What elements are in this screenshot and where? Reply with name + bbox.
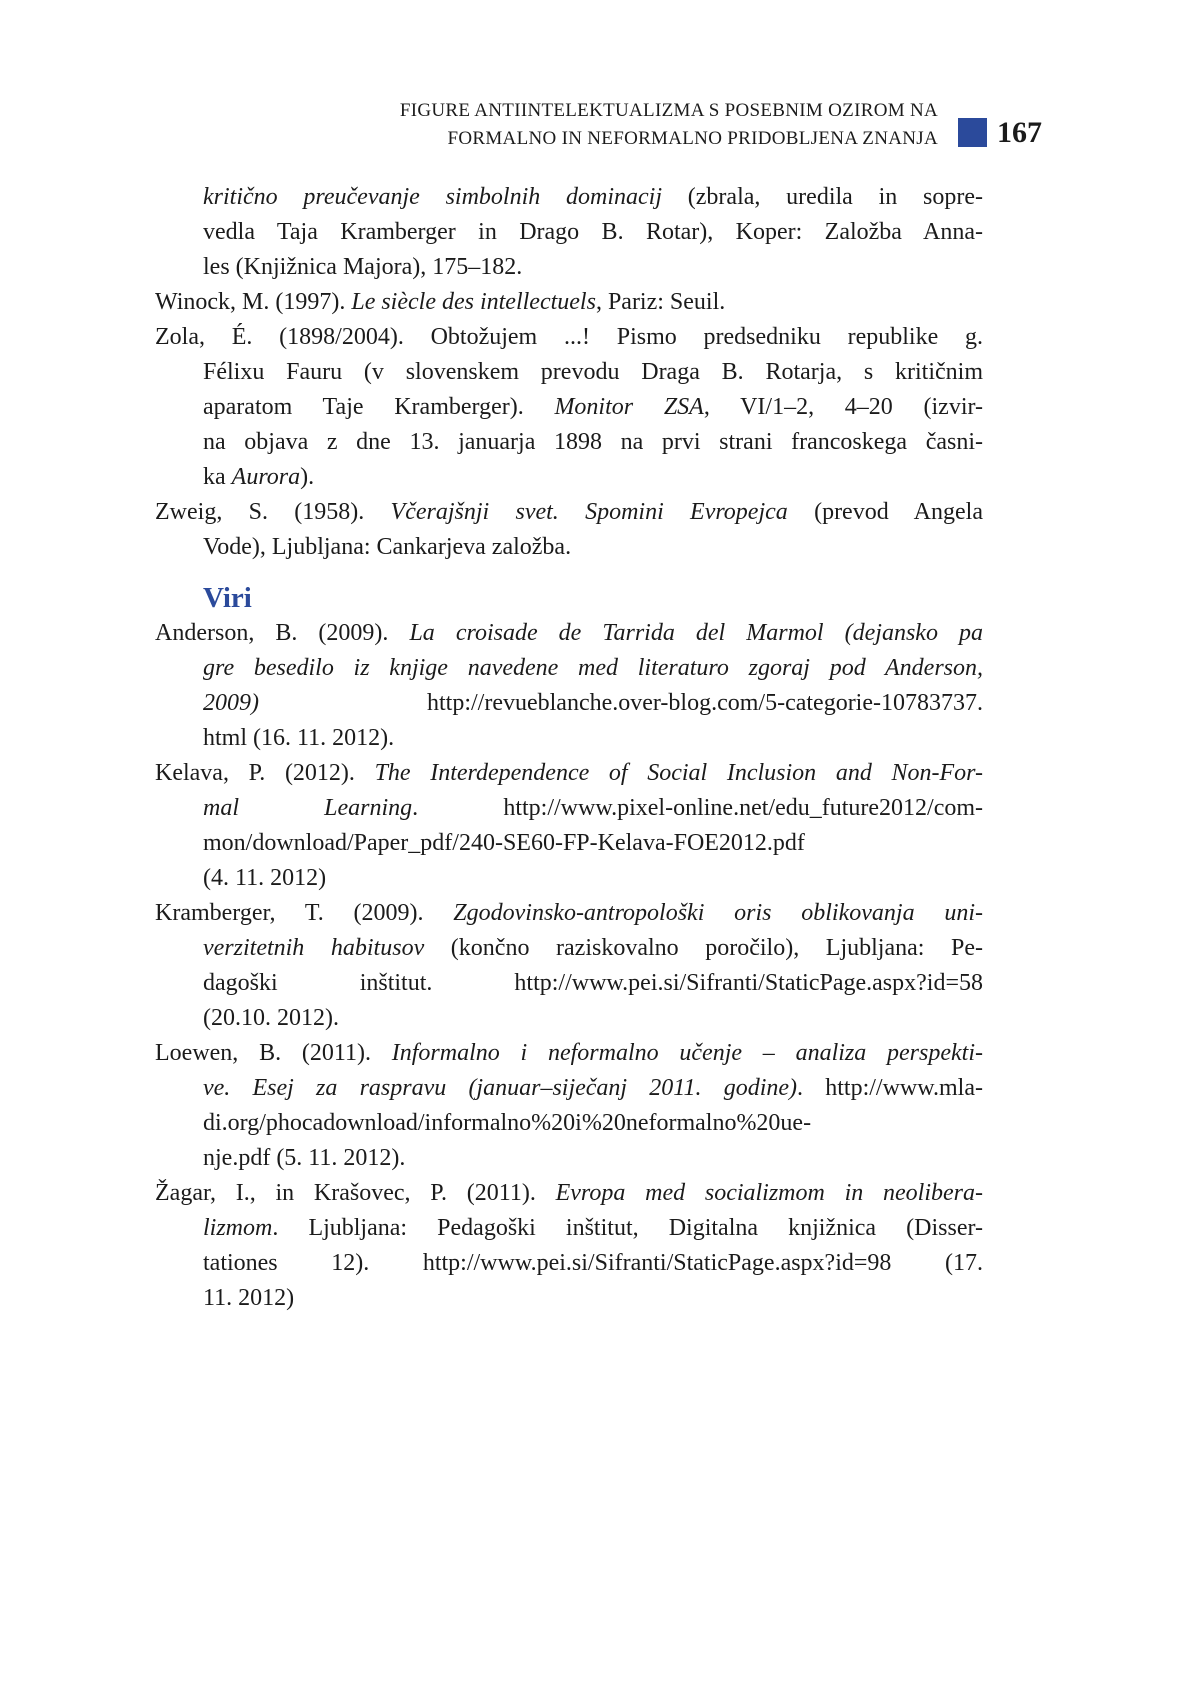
text-run: aparatom Taje Kramberger). — [203, 394, 555, 420]
text-run: Zola, É. (1898/2004). Obtožujem ...! Pismo predsedniku republike g. — [155, 324, 983, 350]
text-run: , Pariz: Seuil. — [595, 289, 726, 315]
italic-text-run: Le siècle des intellectuels — [351, 289, 596, 315]
italic-text-run: kritično preučevanje simbolnih dominacij — [203, 184, 663, 210]
reference-line — [155, 285, 983, 320]
reference-entry — [155, 180, 983, 285]
reference-line — [155, 896, 983, 931]
reference-line — [155, 686, 983, 721]
text-run: mon/download/Paper_pdf/240-SE60-FP-Kelava-FOE2012.pdf — [203, 830, 805, 856]
italic-text-run: Zgodovinsko-antropološki oris oblikovanja uni- — [453, 900, 983, 926]
reference-line — [155, 460, 983, 495]
text-run: (prevod Angela — [787, 499, 983, 525]
text-run: tationes 12). http://www.pei.si/Sifranti/StaticPage.aspx?id=98 (17. — [203, 1250, 983, 1276]
reference-line — [155, 1176, 983, 1211]
text-run: . http://www.pixel-online.net/edu_future2012/com- — [412, 795, 983, 821]
text-run: di.org/phocadownload/informalno%20i%20neformalno%20ue- — [203, 1110, 812, 1136]
reference-line — [155, 1246, 983, 1281]
reference-line — [155, 1036, 983, 1071]
reference-line — [155, 791, 983, 826]
reference-entry — [155, 1036, 983, 1176]
reference-line — [155, 530, 983, 565]
text-run: Zweig, S. (1958). — [155, 499, 391, 525]
italic-text-run: Evropa med socializmom in neolibera- — [555, 1180, 983, 1206]
reference-line — [155, 320, 983, 355]
text-run: Loewen, B. (2011). — [155, 1040, 392, 1066]
reference-line — [155, 180, 983, 215]
running-header-line2: FORMALNO IN NEFORMALNO PRIDOBLJENA ZNANJA — [447, 128, 938, 149]
running-header — [400, 97, 938, 153]
italic-text-run: Monitor ZSA — [554, 394, 704, 420]
text-run: dagoški inštitut. http://www.pei.si/Sifranti/StaticPage.aspx?id=58 — [203, 970, 983, 996]
italic-text-run: Informalno i neformalno učenje – analiza perspekti- — [391, 1040, 983, 1066]
running-header-line1: FIGURE ANTIINTELEKTUALIZMA S POSEBNIM OZIROM NA — [399, 100, 938, 121]
italic-text-run: verzitetnih habitusov — [203, 935, 425, 961]
reference-entry — [155, 495, 983, 565]
text-run: nje.pdf (5. 11. 2012). — [203, 1145, 406, 1171]
text-run: Félixu Fauru (v slovenskem prevodu Draga B. Rotarja, s kritičnim — [203, 359, 983, 385]
reference-entry — [155, 896, 983, 1036]
reference-line — [155, 651, 983, 686]
reference-line — [155, 1211, 983, 1246]
text-run: vedla Taja Kramberger in Drago B. Rotar), Koper: Založba Anna- — [203, 219, 983, 245]
text-run: (20.10. 2012). — [203, 1005, 339, 1031]
reference-line — [155, 966, 983, 1001]
italic-text-run: lizmom — [203, 1215, 273, 1241]
text-run: Kelava, P. (2012). — [155, 760, 375, 786]
reference-line — [155, 861, 983, 896]
page-number: 167 — [997, 116, 1042, 149]
reference-line — [155, 495, 983, 530]
italic-text-run: The Interdependence of Social Inclusion and Non-For- — [374, 760, 983, 786]
italic-text-run: Včerajšnji svet. Spomini Evropejca — [390, 499, 788, 525]
italic-text-run: La croisade de Tarrida del Marmol (dejansko pa — [409, 620, 983, 646]
reference-line — [155, 355, 983, 390]
text-run: Anderson, B. (2009). — [155, 620, 410, 646]
references-column — [155, 180, 983, 1316]
reference-line — [155, 826, 983, 861]
text-run: (končno raziskovalno poročilo), Ljubljana: Pe- — [424, 935, 983, 961]
reference-line — [155, 1141, 983, 1176]
reference-entry — [155, 320, 983, 495]
reference-line — [155, 931, 983, 966]
sources-list — [155, 616, 983, 1316]
text-run: html (16. 11. 2012). — [203, 725, 395, 751]
italic-text-run: ve. Esej za raspravu (januar–siječanj 2011. godine) — [203, 1075, 798, 1101]
reference-line — [155, 721, 983, 756]
text-run: (zbrala, uredila in sopre- — [662, 184, 983, 210]
text-run: . Ljubljana: Pedagoški inštitut, Digitalna knjižnica (Disser- — [272, 1215, 983, 1241]
reference-entry — [155, 616, 983, 756]
reference-line — [155, 215, 983, 250]
text-run: Vode), Ljubljana: Cankarjeva založba. — [203, 534, 572, 560]
text-run: http://revueblanche.over-blog.com/5-categorie-10783737. — [259, 690, 983, 716]
text-run: . http://www.mla- — [797, 1075, 983, 1101]
reference-line — [155, 1106, 983, 1141]
text-run: ). — [300, 464, 315, 490]
reference-line — [155, 1001, 983, 1036]
text-run: , VI/1–2, 4–20 (izvir- — [703, 394, 983, 420]
text-run: Winock, M. (1997). — [155, 289, 352, 315]
reference-line — [155, 1071, 983, 1106]
text-run: Žagar, I., in Krašovec, P. (2011). — [155, 1180, 556, 1206]
italic-text-run: mal Learning — [203, 795, 413, 821]
text-run: ka — [203, 464, 232, 490]
text-run: na objava z dne 13. januarja 1898 na prvi strani francoskega časni- — [203, 429, 983, 455]
italic-text-run: Aurora — [231, 464, 301, 490]
reference-line — [155, 425, 983, 460]
reference-line — [155, 390, 983, 425]
reference-line — [155, 616, 983, 651]
italic-text-run: 2009) — [203, 690, 259, 716]
text-run: (4. 11. 2012) — [203, 865, 327, 891]
text-run: Kramberger, T. (2009). — [155, 900, 454, 926]
page-marker-square — [958, 118, 987, 147]
reference-line — [155, 1281, 983, 1316]
reference-line — [155, 756, 983, 791]
text-run: les (Knjižnica Majora), 175–182. — [203, 254, 523, 280]
section-heading-viri: Viri — [203, 582, 252, 614]
text-run: 11. 2012) — [203, 1285, 295, 1311]
reference-line — [155, 250, 983, 285]
bibliography-continued-list — [155, 180, 983, 565]
reference-entry — [155, 1176, 983, 1316]
reference-entry — [155, 285, 983, 320]
reference-entry — [155, 756, 983, 896]
italic-text-run: gre besedilo iz knjige navedene med literaturo zgoraj pod Anderson, — [203, 655, 983, 681]
